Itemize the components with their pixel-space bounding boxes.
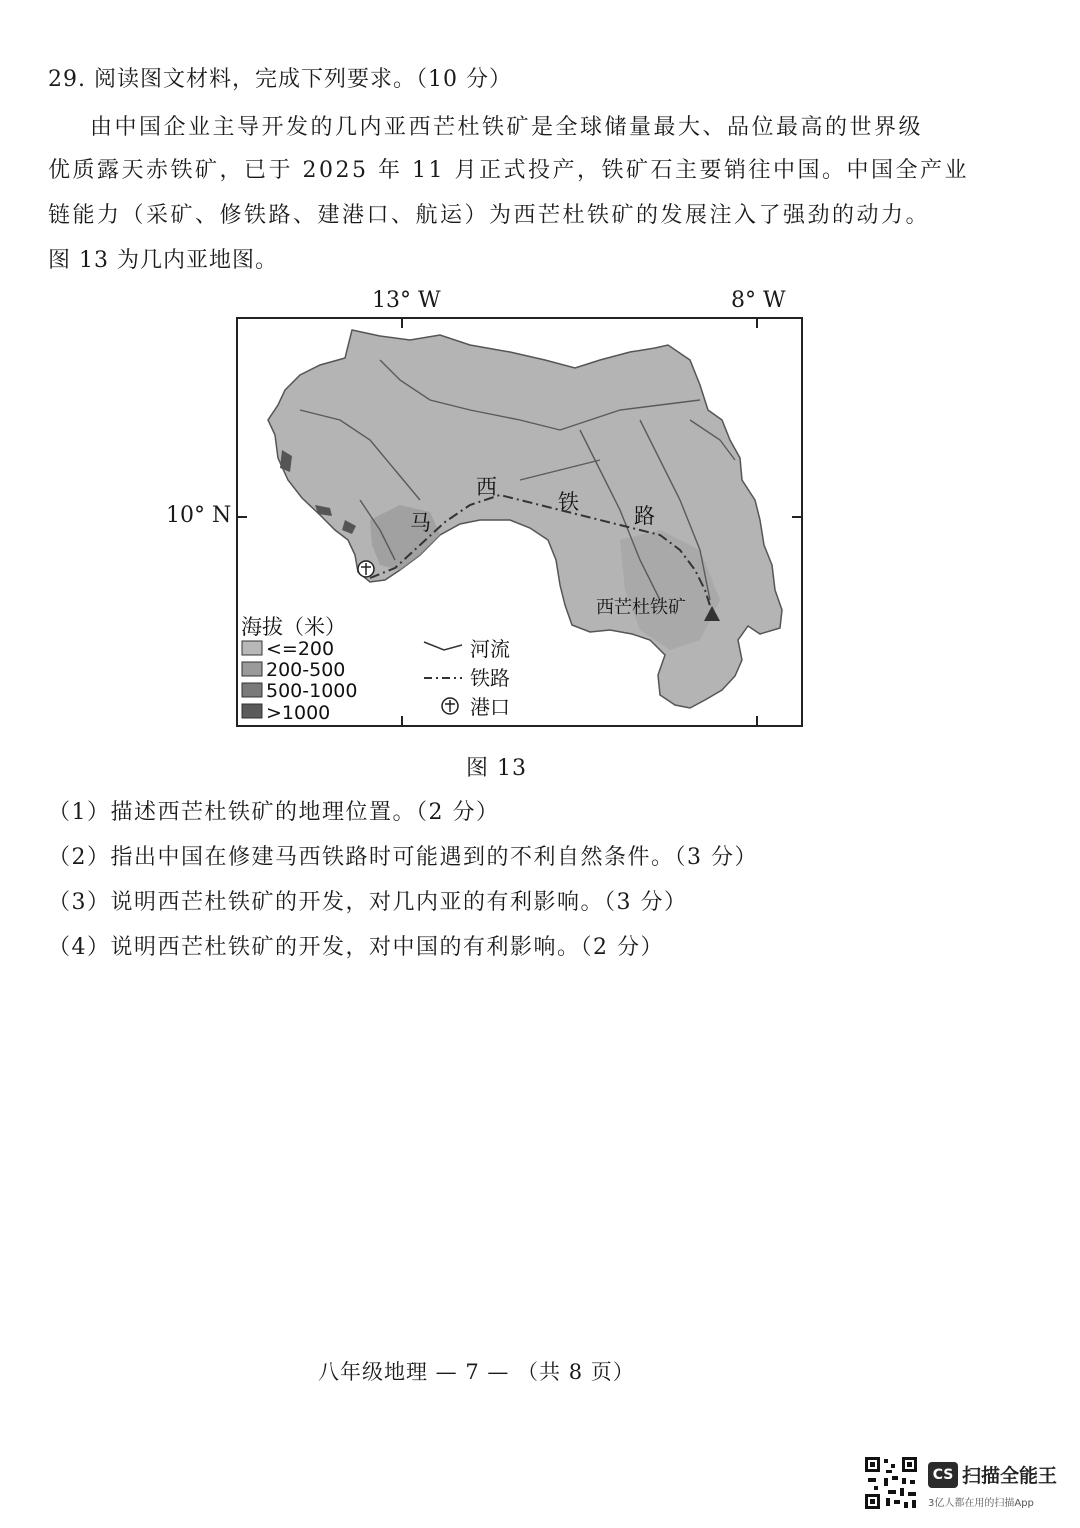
material-line-4: 图 13 为几内亚地图。 — [48, 248, 278, 273]
guinea-map — [0, 0, 1080, 760]
material-line-2: 优质露天赤铁矿，已于 2025 年 11 月正式投产，铁矿石主要销往中国。中国全产业 — [48, 158, 969, 183]
legend-port: 港口 — [470, 695, 510, 719]
legend-elev-1: 200-500 — [266, 659, 346, 681]
figure-caption: 图 13 — [466, 756, 527, 781]
scanner-watermark — [864, 1456, 1058, 1510]
lon-right-label: 8° W — [731, 288, 786, 313]
lat-label: 10° N — [166, 503, 232, 528]
subquestion-1: （1）描述西芒杜铁矿的地理位置。（2 分） — [48, 800, 500, 825]
port-icon — [358, 561, 374, 577]
question-title: 29. 阅读图文材料，完成下列要求。（10 分） — [48, 67, 512, 92]
camscanner-logo: CS — [928, 1462, 958, 1488]
railway-char-xi: 西 — [476, 475, 497, 499]
page-footer: 八年级地理 — 7 — （共 8 页） — [318, 1360, 635, 1384]
subquestion-2: （2）指出中国在修建马西铁路时可能遇到的不利自然条件。（3 分） — [48, 845, 758, 870]
legend-river: 河流 — [470, 637, 510, 661]
legend-port-icon — [442, 698, 458, 714]
legend-elev-2: 500-1000 — [266, 680, 358, 702]
legend-title: 海拔（米） — [241, 615, 346, 639]
legend-elev-0: <=200 — [266, 638, 335, 660]
qr-code-icon — [864, 1456, 918, 1510]
legend-railway: 铁路 — [470, 666, 510, 690]
material-line-3: 链能力（采矿、修铁路、建港口、航运）为西芒杜铁矿的发展注入了强劲的动力。 — [48, 203, 931, 228]
mine-label: 西芒杜铁矿 — [596, 597, 686, 618]
material-line-1: 由中国企业主导开发的几内亚西芒杜铁矿是全球储量最大、品位最高的世界级 — [90, 115, 924, 140]
subquestion-4: （4）说明西芒杜铁矿的开发，对中国的有利影响。（2 分） — [48, 935, 664, 960]
camscanner-name: 扫描全能王 — [962, 1465, 1058, 1487]
lon-left-label: 13° W — [372, 288, 441, 313]
subquestion-3: （3）说明西芒杜铁矿的开发，对几内亚的有利影响。（3 分） — [48, 890, 688, 915]
camscanner-tagline: 3亿人都在用的扫描App — [928, 1498, 1034, 1509]
railway-char-tie: 铁 — [558, 490, 579, 514]
legend-elev-3: >1000 — [266, 702, 331, 724]
railway-char-ma: 马 — [410, 511, 431, 535]
railway-char-lu: 路 — [634, 504, 655, 528]
